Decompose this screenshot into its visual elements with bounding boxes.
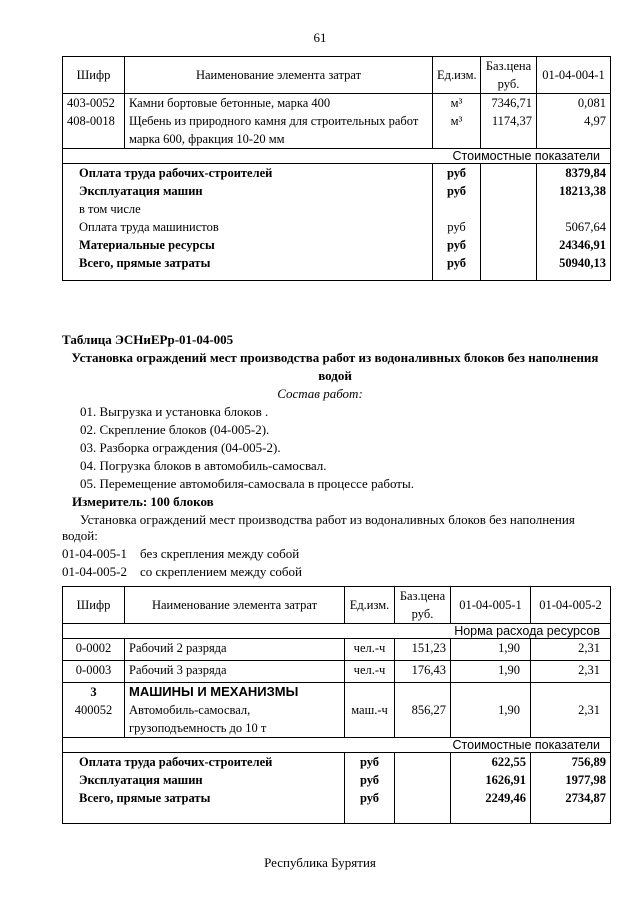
cost-value: 1977,98 <box>531 771 611 789</box>
cost-unit: руб <box>345 771 395 789</box>
cost-price <box>481 236 537 254</box>
code-cell: 408-0018 <box>63 112 125 149</box>
name-cell: Щебень из природного камня для строительных работ марка 600, фракция 10-20 мм <box>125 112 433 149</box>
cost-value: 5067,64 <box>537 218 611 236</box>
unit-cell: чел.-ч <box>345 661 395 683</box>
price-cell: 176,43 <box>395 661 451 683</box>
cost-name: Всего, прямые затраты <box>63 254 433 280</box>
value-cell: 1,90 <box>451 639 531 661</box>
code-cell: 0-0002 <box>63 639 125 661</box>
cost-row <box>63 164 611 183</box>
header-cell: Шифр <box>63 587 125 624</box>
description: Установка ограждений мест производства работ из водоналивных блоков без наполнения <box>80 512 575 527</box>
cost-row <box>63 254 611 280</box>
code-cell: 403-0052 <box>63 94 125 113</box>
cost-value: 18213,38 <box>537 182 611 200</box>
work-item: 01. Выгрузка и установка блоков . <box>80 404 269 419</box>
name-cell: Камни бортовые бетонные, марка 400 <box>125 94 433 113</box>
work-item: 02. Скрепление блоков (04-005-2). <box>80 422 270 437</box>
cost-value: 756,89 <box>531 753 611 772</box>
cost-row <box>63 771 611 789</box>
cost-name: Всего, прямые затраты <box>63 789 345 823</box>
cost-value: 50940,13 <box>537 254 611 280</box>
cost-row <box>63 236 611 254</box>
cost-value: 2734,87 <box>531 789 611 823</box>
description: водой: <box>62 528 98 543</box>
name-cell: Рабочий 3 разряда <box>125 661 345 683</box>
cost-unit: руб <box>345 789 395 823</box>
code-cell: 400052 <box>63 701 125 738</box>
price-cell: 7346,71 <box>481 94 537 113</box>
variant-code: 01-04-005-1 <box>62 546 127 561</box>
section-label: Стоимостные показатели <box>63 738 611 753</box>
cost-name: Материальные ресурсы <box>63 236 433 254</box>
variant-code: 01-04-005-2 <box>62 564 127 579</box>
measure: Измеритель: 100 блоков <box>72 494 214 509</box>
cost-name: Эксплуатация машин <box>63 771 345 789</box>
cost-value: 2249,46 <box>451 789 531 823</box>
table-row <box>63 639 611 661</box>
table-2 <box>62 586 611 824</box>
price-cell: 151,23 <box>395 639 451 661</box>
unit-cell: м³ <box>433 94 481 113</box>
cost-unit <box>433 200 481 218</box>
cost-price <box>481 164 537 183</box>
cost-name: Эксплуатация машин <box>63 182 433 200</box>
composition-label: Состав работ: <box>277 386 363 401</box>
header-cell: Баз.цена руб. <box>395 587 451 624</box>
work-item: 03. Разборка ограждения (04-005-2). <box>80 440 281 455</box>
cost-value <box>537 200 611 218</box>
price-cell: 856,27 <box>395 701 451 738</box>
cost-row <box>63 182 611 200</box>
header-cell: 01-04-005-2 <box>531 587 611 624</box>
unit-cell: чел.-ч <box>345 639 395 661</box>
value-cell: 2,31 <box>531 701 611 738</box>
cost-name: Оплата труда рабочих-строителей <box>63 164 433 183</box>
name-cell: Рабочий 2 разряда <box>125 639 345 661</box>
norm-label: Норма расхода ресурсов <box>63 624 611 639</box>
section-label: Стоимостные показатели <box>63 149 611 164</box>
header-cell: Шифр <box>63 57 125 94</box>
cost-unit: руб <box>433 236 481 254</box>
work-item: 04. Погрузка блоков в автомобиль-самосвал. <box>80 458 327 473</box>
value-cell: 2,31 <box>531 661 611 683</box>
name-cell: Автомобиль-самосвал, грузоподъемность до 10 т <box>125 701 345 738</box>
value-cell: 4,97 <box>537 112 611 149</box>
cost-value: 8379,84 <box>537 164 611 183</box>
code-cell: 0-0003 <box>63 661 125 683</box>
header-cell: 01-04-005-1 <box>451 587 531 624</box>
cost-price <box>481 218 537 236</box>
page-number: 61 <box>313 30 327 45</box>
cost-row <box>63 789 611 823</box>
table-row <box>63 701 611 738</box>
cost-price <box>481 182 537 200</box>
value-cell: 1,90 <box>451 701 531 738</box>
section-row <box>63 683 611 702</box>
unit-cell: маш.-ч <box>345 701 395 738</box>
cost-row <box>63 200 611 218</box>
cost-row <box>63 218 611 236</box>
cost-price <box>481 200 537 218</box>
cost-unit: руб <box>345 753 395 772</box>
cost-value: 1626,91 <box>451 771 531 789</box>
unit-cell: м³ <box>433 112 481 149</box>
header-cell: Баз.цена руб. <box>481 57 537 94</box>
header-cell: Ед.изм. <box>345 587 395 624</box>
value-cell: 2,31 <box>531 639 611 661</box>
variant-text: без скрепления между собой <box>140 546 300 561</box>
header-cell: 01-04-004-1 <box>537 57 611 94</box>
table-1 <box>62 56 611 281</box>
section-code: 3 <box>63 683 125 702</box>
header-cell: Ед.изм. <box>433 57 481 94</box>
value-cell: 0,081 <box>537 94 611 113</box>
header-cell: Наименование элемента затрат <box>125 57 433 94</box>
table-caption: Таблица ЭСНиЕРр-01-04-005 <box>62 332 234 347</box>
section-name: МАШИНЫ И МЕХАНИЗМЫ <box>125 683 345 702</box>
table-row <box>63 112 611 149</box>
cost-unit: руб <box>433 164 481 183</box>
cost-price <box>481 254 537 280</box>
cost-unit: руб <box>433 254 481 280</box>
work-item: 05. Перемещение автомобиля-самосвала в процессе работы. <box>80 476 414 491</box>
table-row <box>63 94 611 113</box>
cost-value: 24346,91 <box>537 236 611 254</box>
cost-name: в том числе <box>63 200 433 218</box>
header-cell: Наименование элемента затрат <box>125 587 345 624</box>
cost-name: Оплата труда машинистов <box>63 218 433 236</box>
cost-row <box>63 753 611 772</box>
cost-unit: руб <box>433 182 481 200</box>
footer: Республика Бурятия <box>264 855 376 870</box>
cost-unit: руб <box>433 218 481 236</box>
table-row <box>63 661 611 683</box>
value-cell: 1,90 <box>451 661 531 683</box>
variant-text: со скреплением между собой <box>140 564 302 579</box>
cost-value: 622,55 <box>451 753 531 772</box>
price-cell: 1174,37 <box>481 112 537 149</box>
cost-name: Оплата труда рабочих-строителей <box>63 753 345 772</box>
table-title: Установка ограждений мест производства работ из водоналивных блоков без наполнения водой <box>71 350 599 383</box>
